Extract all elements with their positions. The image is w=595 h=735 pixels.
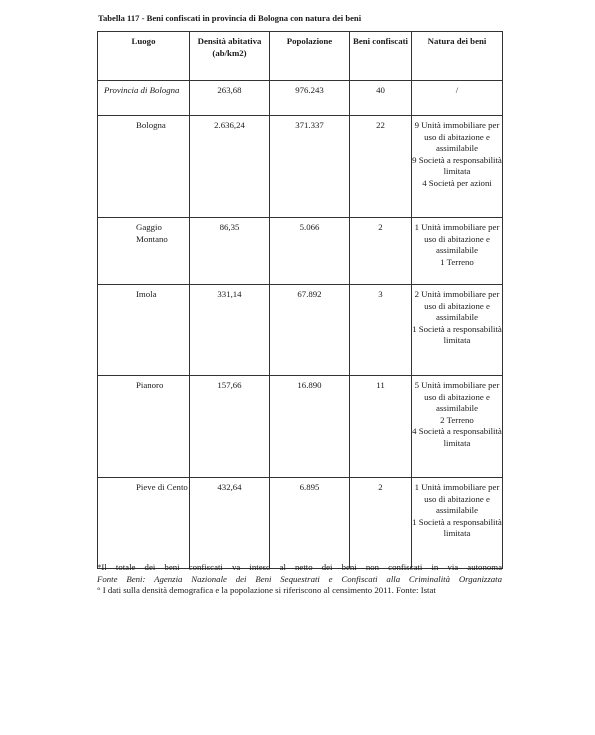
natura-item: 4 Società per azioni [422,177,492,188]
header-popolazione: Popolazione [270,32,350,81]
cell-luogo: Provincia di Bologna [98,81,190,116]
confiscated-assets-table [97,31,503,569]
footnote-total: *Il totale dei beni confiscati va inteso al netto dei beni non confiscati in via autonoma [97,562,502,572]
table-row [98,285,503,376]
cell-popolazione: 67.892 [270,285,350,376]
header-natura-beni: Natura dei beni [412,32,503,81]
cell-beni: 2 [350,478,412,569]
cell-densita: 331,14 [190,285,270,376]
natura-item: 1 Unità immobiliare per uso di abitazione e assimilabile [414,482,500,515]
cell-natura [412,478,503,569]
natura-item: 2 Unità immobiliare per uso di abitazione e assimilabile [414,289,500,322]
table-notes [97,562,502,597]
header-densita: Densità abitativa (ab/km2) [190,32,270,81]
cell-densita: 157,66 [190,376,270,478]
natura-item: 1 Società a responsabilità limitata [412,516,502,538]
cell-beni: 22 [350,116,412,218]
header-luogo: Luogo [98,32,190,81]
natura-item: 5 Unità immobiliare per uso di abitazione e assimilabile [414,380,500,413]
cell-popolazione: 5.066 [270,218,350,285]
cell-popolazione: 371.337 [270,116,350,218]
table-row [98,81,503,116]
table-row [98,218,503,285]
natura-item: 4 Società a responsabilità limitata [412,426,502,448]
cell-luogo: Pianoro [98,376,190,478]
cell-natura [412,376,503,478]
natura-item: 2 Terreno [440,414,474,425]
table-row [98,478,503,569]
cell-luogo: Bologna [98,116,190,218]
cell-natura [412,116,503,218]
cell-natura [412,81,503,116]
cell-luogo: Imola [98,285,190,376]
natura-item: 9 Unità immobiliare per uso di abitazione e assimilabile [414,120,500,153]
source-note: Fonte Beni: Agenzia Nazionale dei Beni Sequestrati e Confiscati alla Criminalità Organizzata [97,573,502,584]
census-note: ° I dati sulla densità demografica e la popolazione si riferiscono al censimento 2011. Fonte: Istat [97,585,436,595]
natura-item: 1 Unità immobiliare per uso di abitazione e assimilabile [414,222,500,255]
table-row [98,376,503,478]
cell-densita: 86,35 [190,218,270,285]
cell-popolazione: 976.243 [270,81,350,116]
table-header-row [98,32,503,81]
cell-popolazione: 6.895 [270,478,350,569]
natura-item: 1 Società a responsabilità limitata [412,323,502,345]
table-row [98,116,503,218]
cell-densita: 263,68 [190,81,270,116]
cell-natura [412,285,503,376]
cell-densita: 432,64 [190,478,270,569]
header-beni-confiscati: Beni confiscati [350,32,412,81]
cell-luogo: Pieve di Cento [98,478,190,569]
natura-item: 1 Terreno [440,256,474,267]
cell-popolazione: 16.890 [270,376,350,478]
cell-natura [412,218,503,285]
cell-densita: 2.636,24 [190,116,270,218]
table-caption: Tabella 117 - Beni confiscati in provincia di Bologna con natura dei beni [98,13,362,23]
cell-beni: 11 [350,376,412,478]
natura-item: 9 Società a responsabilità limitata [412,154,502,176]
natura-item: / [455,85,459,95]
cell-luogo: Gaggio Montano [98,218,190,285]
cell-beni: 3 [350,285,412,376]
cell-beni: 40 [350,81,412,116]
cell-beni: 2 [350,218,412,285]
